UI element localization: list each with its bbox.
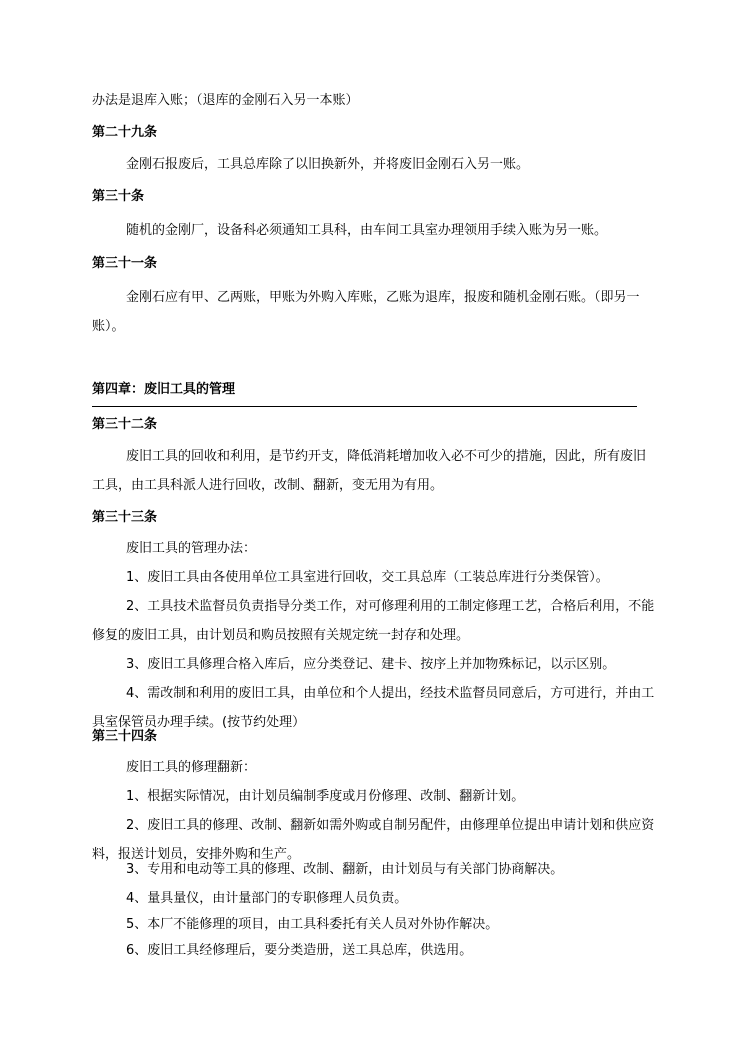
article-30-heading: 第三十条 xyxy=(92,189,145,204)
article-32-heading: 第三十二条 xyxy=(92,417,158,432)
article-33-intro: 废旧工具的管理办法： xyxy=(126,541,257,556)
article-34-item-3: 3、专用和电动等工具的修理、改制、翻新，由计划员与有关部门协商解决。 xyxy=(126,862,564,877)
article-30-body: 随机的金刚厂，设备科必须通知工具科，由车间工具室办理领用手续入账为另一账。 xyxy=(126,223,608,238)
article-29-body: 金刚石报废后，工具总库除了以旧换新外，并将废旧金刚石入另一账。 xyxy=(126,157,530,172)
article-33-item-2: 2、工具技术监督员负责指导分类工作，对可修理利用的工制定修理工艺，合格后利用，不能修复的废旧工具，由计划员和购员按照有关规定统一封存和处理。 xyxy=(92,599,655,643)
article-31-heading: 第三十一条 xyxy=(92,256,158,271)
article-34-item-1: 1、根据实际情况，由计划员编制季度或月份修理、改制、翻新计划。 xyxy=(126,789,525,804)
article-31-body: 金刚石应有甲、乙两账，甲账为外购入库账，乙账为退库，报废和随机金刚石账。（即另一账）。 xyxy=(92,290,640,334)
article-33-item-4: 4、需改制和利用的废旧工具，由单位和个人提出，经技术监督员同意后，方可进行，并由工具室保管员办理手续。(按节约处理） xyxy=(92,686,655,730)
article-34-item-4: 4、量具量仪，由计量部门的专职修理人员负责。 xyxy=(126,891,408,906)
intro-line: 办法是退库入账；（退库的金刚石入另一本账） xyxy=(92,93,359,108)
article-32-body: 废旧工具的回收和利用，是节约开支，降低消耗增加收入必不可少的措施，因此，所有废旧工具，由工具科派人进行回收，改制、翻新，变无用为有用。 xyxy=(92,449,647,493)
chapter-4-title: 第四章：废旧工具的管理 xyxy=(92,382,236,397)
article-34-intro: 废旧工具的修理翻新： xyxy=(126,760,257,775)
article-34-item-6: 6、废旧工具经修理后，要分类造册，送工具总库，供选用。 xyxy=(126,943,473,958)
article-33-heading: 第三十三条 xyxy=(92,510,158,525)
article-34-item-2: 2、废旧工具的修理、改制、翻新如需外购或自制另配件，由修理单位提出申请计划和供应资料，报送计划员，安排外购和生产。 xyxy=(92,818,655,862)
article-34-heading: 第三十四条 xyxy=(92,729,158,744)
article-34-item-5: 5、本厂不能修理的项目，由工具科委托有关人员对外协作解决。 xyxy=(126,917,499,932)
chapter-divider xyxy=(92,406,637,407)
article-33-item-1: 1、废旧工具由各使用单位工具室进行回收，交工具总库（工装总库进行分类保管）。 xyxy=(126,570,609,585)
article-29-heading: 第二十九条 xyxy=(92,125,158,140)
article-33-item-3: 3、废旧工具修理合格入库后，应分类登记、建卡、按序上并加物殊标记，以示区别。 xyxy=(126,657,616,672)
